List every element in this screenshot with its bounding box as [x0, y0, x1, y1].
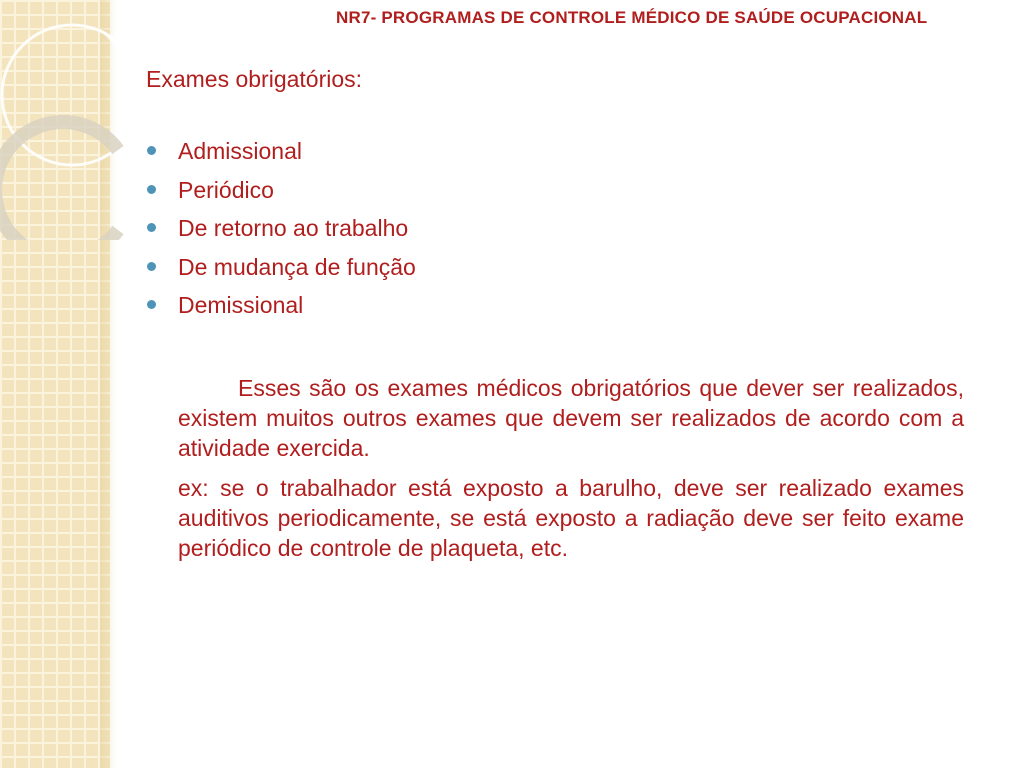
bullet-icon — [147, 223, 156, 232]
small-arc — [100, 30, 129, 120]
list-item-label: Periódico — [178, 176, 274, 203]
slide-title: NR7- PROGRAMAS DE CONTROLE MÉDICO DE SAÚDE OCUPACIONAL — [336, 8, 928, 27]
list-item-label: Demissional — [178, 292, 304, 318]
list-item-label: De mudança de função — [178, 253, 416, 280]
bullet-icon — [147, 146, 156, 155]
grey-arc — [0, 122, 118, 240]
list-item — [146, 175, 964, 214]
list-item — [146, 136, 964, 175]
list-item — [146, 252, 964, 291]
list-item-label: Admissional — [178, 138, 302, 164]
slide-content — [146, 64, 964, 563]
bullet-icon — [147, 300, 156, 309]
list-item — [146, 290, 964, 329]
subtitle: Exames obrigatórios: — [146, 66, 363, 92]
bullet-icon — [147, 262, 156, 271]
paragraph-example: ex: se o trabalhador está exposto a barulho, deve ser realizado exames auditivos periodicamente, se está exposto a radiação deve ser feito exame periódico de controle de plaqueta, etc. — [178, 474, 964, 561]
paragraph-mandatory-exams: Esses são os exames médicos obrigatórios que dever ser realizados, existem muitos outros exames que devem ser realizados de acordo com a atividade exercida. — [178, 374, 964, 461]
list-item-label: De retorno ao trabalho — [178, 215, 409, 241]
bullet-icon — [147, 185, 156, 194]
exam-list — [146, 136, 964, 329]
list-item — [146, 213, 964, 252]
